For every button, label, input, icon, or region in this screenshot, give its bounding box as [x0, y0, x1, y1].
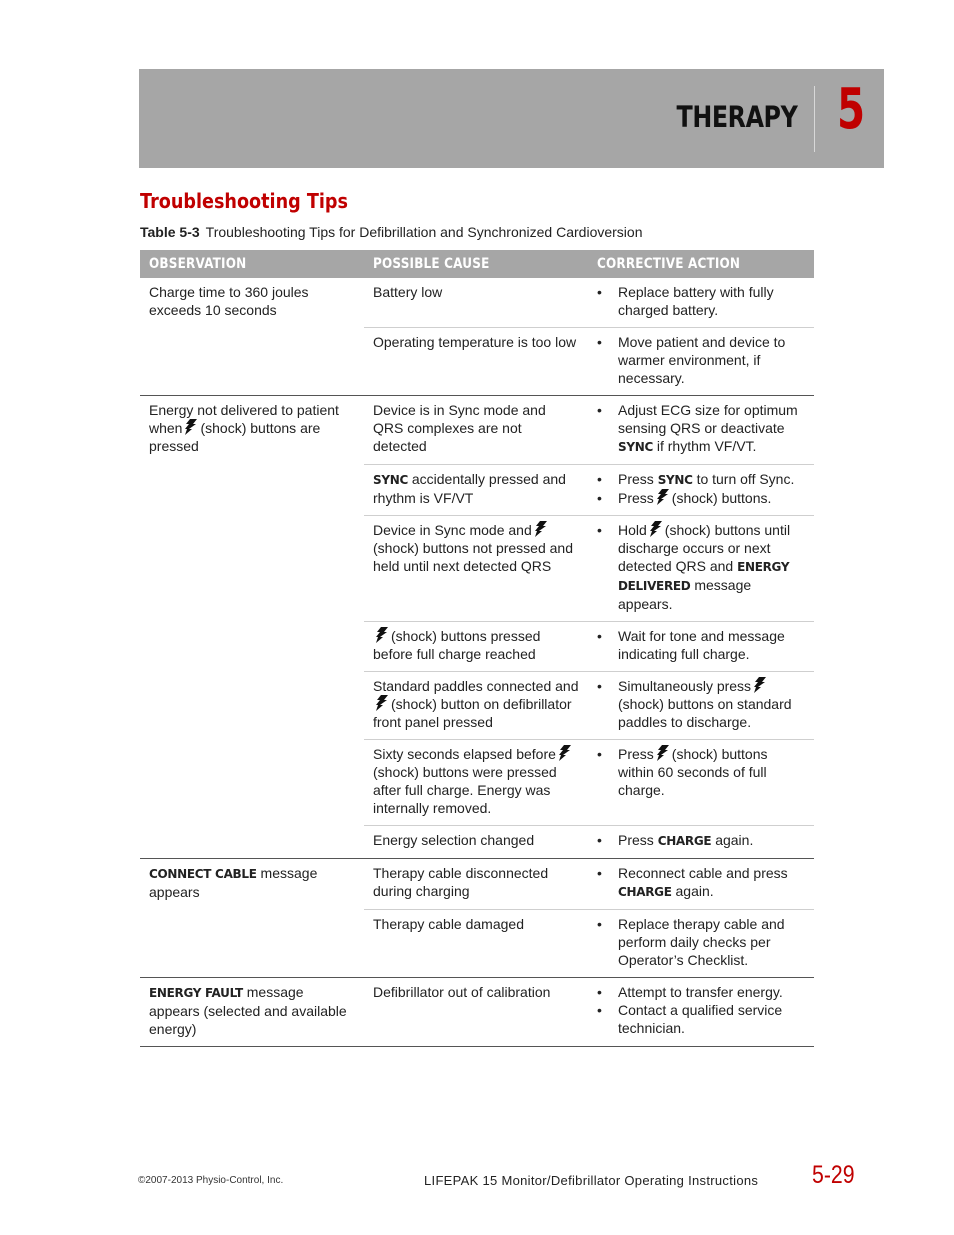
cause-cell: (shock) buttons pressed before full charge reached — [364, 622, 588, 672]
action-cell — [588, 465, 814, 516]
cause-cell: Battery low — [373, 284, 443, 300]
cause-cell: Device is in Sync mode and QRS complexes are not detected — [364, 396, 588, 465]
list-item: • Press CHARGE again. — [597, 831, 805, 850]
header-corrective-action: CORRECTIVE ACTION — [588, 250, 814, 278]
cause-cell: SYNC accidentally pressed and rhythm is VF/VT — [364, 465, 588, 516]
table-row — [140, 396, 814, 465]
cause-cell: Sixty seconds elapsed before(shock) buttons were pressed after full charge. Energy was internally removed. — [364, 740, 588, 826]
shock-icon — [656, 745, 670, 761]
table-header-row — [140, 250, 814, 278]
chapter-divider — [814, 86, 815, 152]
action-cell — [588, 622, 814, 672]
action-cell — [588, 328, 814, 396]
sync-keyword: SYNC — [618, 440, 653, 454]
cause-cell: Therapy cable disconnected during charging — [364, 859, 588, 910]
list-item: • Move patient and device to warmer environment, if necessary. — [597, 333, 805, 387]
header-observation: OBSERVATION — [140, 250, 364, 278]
sync-keyword: SYNC — [657, 473, 693, 487]
shock-icon — [558, 745, 572, 761]
table-label: Table 5-3 — [140, 224, 200, 240]
shock-icon — [649, 521, 663, 537]
observation-cell: ENERGY FAULT message appears (selected and available energy) — [140, 978, 364, 1047]
action-cell — [588, 516, 814, 622]
cause-cell: Operating temperature is too low — [364, 328, 588, 396]
list-item: • Reconnect cable and press CHARGE again. — [597, 864, 805, 901]
section-title: Troubleshooting Tips — [140, 189, 348, 213]
table-row — [140, 278, 814, 328]
footer-copyright: ©2007-2013 Physio-Control, Inc. — [138, 1175, 284, 1186]
action-cell — [588, 859, 814, 910]
action-cell — [588, 826, 814, 859]
observation-cell: Energy not delivered to patient when (shock) buttons are pressed — [140, 396, 364, 859]
cause-cell: Device in Sync mode and(shock) buttons not pressed and held until next detected QRS — [364, 516, 588, 622]
action-cell — [588, 278, 814, 328]
page-number: 5-29 — [812, 1161, 855, 1189]
troubleshooting-table — [140, 250, 814, 1047]
shock-icon — [375, 695, 389, 711]
chapter-title: THERAPY — [676, 100, 797, 134]
observation-cell: Charge time to 360 joules exceeds 10 seconds — [149, 284, 309, 318]
footer-document-title: LIFEPAK 15 Monitor/Defibrillator Operating Instructions — [424, 1173, 759, 1188]
shock-icon — [656, 489, 670, 505]
list-item: • Press (shock) buttons. — [597, 489, 805, 507]
shock-icon — [184, 419, 198, 435]
charge-keyword: CHARGE — [657, 834, 712, 848]
action-cell — [588, 672, 814, 740]
table-caption-text: Troubleshooting Tips for Defibrillation and Synchronized Cardioversion — [205, 224, 643, 240]
sync-keyword: SYNC — [373, 473, 408, 487]
energy-fault-keyword: ENERGY FAULT — [149, 986, 243, 1000]
list-item: • Attempt to transfer energy. — [597, 983, 805, 1001]
action-cell — [588, 978, 814, 1047]
energy-delivered-keyword: ENERGY DELIVERED — [618, 560, 790, 593]
chapter-header — [139, 69, 884, 168]
cause-cell: Defibrillator out of calibration — [364, 978, 588, 1047]
shock-icon — [534, 521, 548, 537]
table-caption — [140, 224, 642, 240]
list-item: • Adjust ECG size for optimum sensing QRS or deactivate SYNC if rhythm VF/VT. — [597, 401, 805, 456]
chapter-number: 5 — [837, 77, 866, 142]
cause-cell: Therapy cable damaged — [364, 910, 588, 978]
observation-cell: CONNECT CABLE message appears — [140, 859, 364, 978]
charge-keyword: CHARGE — [618, 885, 672, 899]
connect-cable-keyword: CONNECT CABLE — [149, 867, 257, 881]
list-item: • Contact a qualified service technician. — [597, 1001, 805, 1037]
list-item: • Wait for tone and message indicating full charge. — [597, 627, 805, 663]
shock-icon — [375, 627, 389, 643]
header-possible-cause: POSSIBLE CAUSE — [364, 250, 588, 278]
action-cell — [588, 740, 814, 826]
table-row — [140, 859, 814, 910]
table-row — [140, 978, 814, 1047]
action-cell — [588, 910, 814, 978]
list-item: • Press (shock) buttons within 60 seconds of full charge. — [597, 745, 805, 799]
list-item: • Press SYNC to turn off Sync. — [597, 470, 805, 489]
list-item: • Hold (shock) buttons until discharge occurs or next detected QRS and ENERGY DELIVERED message appears. — [597, 521, 805, 613]
list-item: • Replace battery with fully charged battery. — [597, 283, 805, 319]
action-cell — [588, 396, 814, 465]
shock-icon — [753, 677, 767, 693]
cause-cell: Standard paddles connected and(shock) button on defibrillator front panel pressed — [364, 672, 588, 740]
cause-cell: Energy selection changed — [364, 826, 588, 859]
list-item: • Simultaneously press(shock) buttons on standard paddles to discharge. — [597, 677, 805, 731]
list-item: • Replace therapy cable and perform daily checks per Operator’s Checklist. — [597, 915, 805, 969]
